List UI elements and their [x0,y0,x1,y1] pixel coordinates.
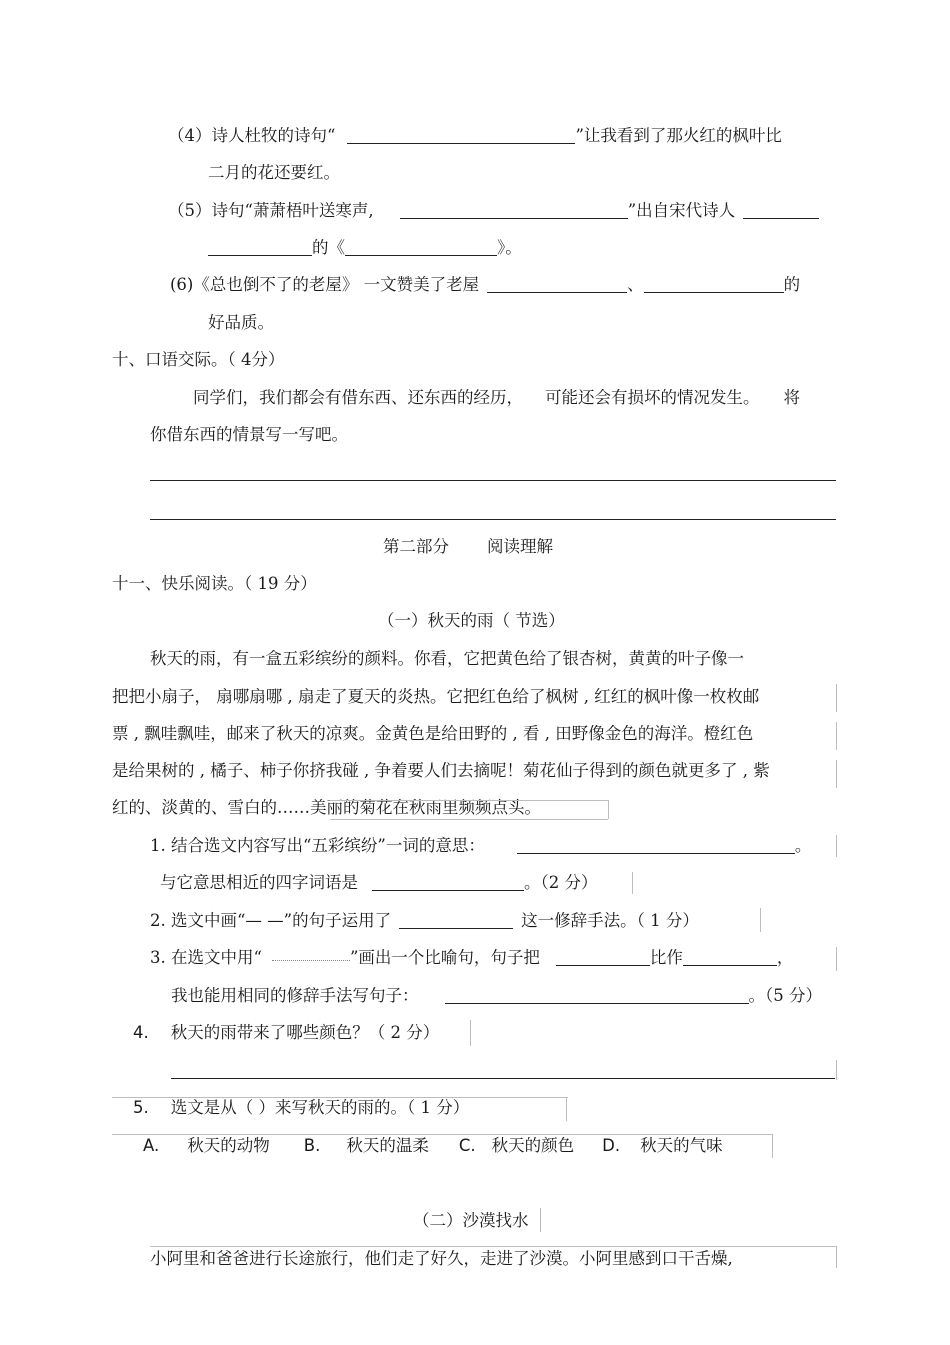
scan-border [330,819,608,820]
question-3-cont: 我也能用相同的修辞手法写句子： 。（5 分） [171,986,822,1005]
scan-border [836,760,837,788]
question-1a: 1. 结合选文内容写出“五彩缤纷”一词的意思： 。 [150,836,812,855]
scan-border [836,722,837,750]
passage1-line: 把把小扇子， 扇哪扇哪 , 扇走了夏天的炎热。它把红色给了枫树 , 红红的枫叶像一枚枚邮 [112,687,760,706]
scan-border [566,1097,567,1121]
part-title: 阅读理解 [487,537,553,556]
scan-border [112,1134,772,1135]
writing-line[interactable] [150,519,836,520]
q9-item4-cont: 二月的花还要红。 [208,163,340,182]
q11-heading: 十一、快乐阅读。（ 19 分） [112,574,317,593]
passage1-title: （一）秋天的雨（ 节选） [378,611,565,630]
q9-item6 [170,274,800,296]
question-3: 3. 在选文中用“ ”画出一个比喻句，句子把 比作 ， [150,948,794,967]
scan-border [470,1020,471,1046]
scan-border [836,947,837,971]
q9-item4 [168,125,782,147]
scan-border [150,1246,836,1247]
item-text: ”出自宋代诗人 [627,201,736,220]
scan-border [330,800,608,801]
quality-blank-2[interactable] [644,274,784,293]
option-b[interactable]: B. 秋天的温柔 [303,1136,429,1155]
object-blank[interactable] [683,947,777,966]
passage2-line: 小阿里和爸爸进行长途旅行，他们走了好久，走进了沙漠。小阿里感到口干舌燥, [150,1249,733,1268]
item-number: （4） [168,126,212,145]
item-text: 《总也倒不了的老屋》 一文赞美了老屋 [193,275,480,294]
passage1-line: 秋天的雨，有一盒五彩缤纷的颜料。你看，它把黄色给了银杏树，黄黄的叶子像一 [150,649,744,668]
q9-item5-cont [208,237,522,259]
q10-prompt-line2: 你借东西的情景写一写吧。 [150,425,348,444]
item-text: ”让我看到了那火红的枫叶比 [575,126,782,145]
option-d[interactable]: D. 秋天的气味 [602,1136,723,1155]
subject-blank[interactable] [556,947,650,966]
scan-border [760,908,761,932]
sentence-blank[interactable] [445,985,749,1004]
question-5: 5. 选文是从（ ）来写秋天的雨的。（ 1 分） [133,1098,470,1117]
question-4: 4. 秋天的雨带来了哪些颜色？（ 2 分） [133,1023,440,1042]
scan-border [836,1246,837,1268]
poem-title-blank[interactable] [345,237,497,256]
writing-line[interactable] [150,480,836,481]
meaning-blank[interactable] [517,835,795,854]
item-number: (6) [170,275,194,294]
passage1-line: 是给果树的 , 橘子、柿子你挤我碰 , 争着要人们去摘呢！菊花仙子得到的颜色就更多了 , 紫 [112,761,770,780]
scan-border [836,684,837,712]
passage1-line: 红的、淡黄的、雪白的……美丽的菊花在秋雨里频频点头。 [112,798,541,817]
question-1b: 与它意思相近的四字词语是 。（2 分） [160,873,598,892]
scan-border [632,872,633,894]
item-text: 的 [783,275,801,294]
scan-border [836,1060,837,1080]
item-text: 诗句“萧萧梧叶送寒声, [211,201,374,220]
scan-border [772,1134,773,1158]
poet-blank[interactable] [743,200,819,219]
option-list [143,1135,723,1157]
rhetoric-blank[interactable] [399,910,513,929]
scan-border [836,835,837,857]
wavy-line-icon [272,948,350,961]
q9-item5 [168,200,819,222]
q10-prompt-line1: 同学们，我们都会有借东西、还东西的经历， 可能还会有损坏的情况发生。 将 [193,388,800,407]
poet-blank-2[interactable] [208,237,312,256]
synonym-blank[interactable] [372,872,524,891]
quality-blank-1[interactable] [487,274,627,293]
q9-item6-cont: 好品质。 [208,313,274,332]
answer-blank[interactable] [347,125,575,144]
part-heading [383,536,553,558]
passage1-line: 票 , 飘哇飘哇，邮来了秋天的凉爽。金黄色是给田野的 , 看 , 田野像金色的海洋。橙红色 [112,724,754,743]
item-text: 诗人杜牧的诗句“ [211,126,336,145]
answer-line[interactable] [171,1078,835,1079]
item-text: 、 [627,275,644,294]
scan-border [608,800,609,819]
item-text: 》。 [497,238,522,257]
item-text: 的《 [312,238,345,257]
scan-border [112,1097,568,1098]
q10-heading: 十、口语交际。（ 4分） [112,350,285,369]
item-number: （5） [168,201,212,220]
answer-blank[interactable] [400,200,628,219]
part-label: 第二部分 [383,537,449,556]
passage2-title: （二）沙漠找水 [413,1211,529,1230]
scan-border [540,1208,541,1232]
option-a[interactable]: A. 秋天的动物 [143,1136,270,1155]
option-c[interactable]: C. 秋天的颜色 [458,1136,575,1155]
question-2: 2. 选文中画“— —”的句子运用了 这一修辞手法。（ 1 分） [150,911,699,930]
